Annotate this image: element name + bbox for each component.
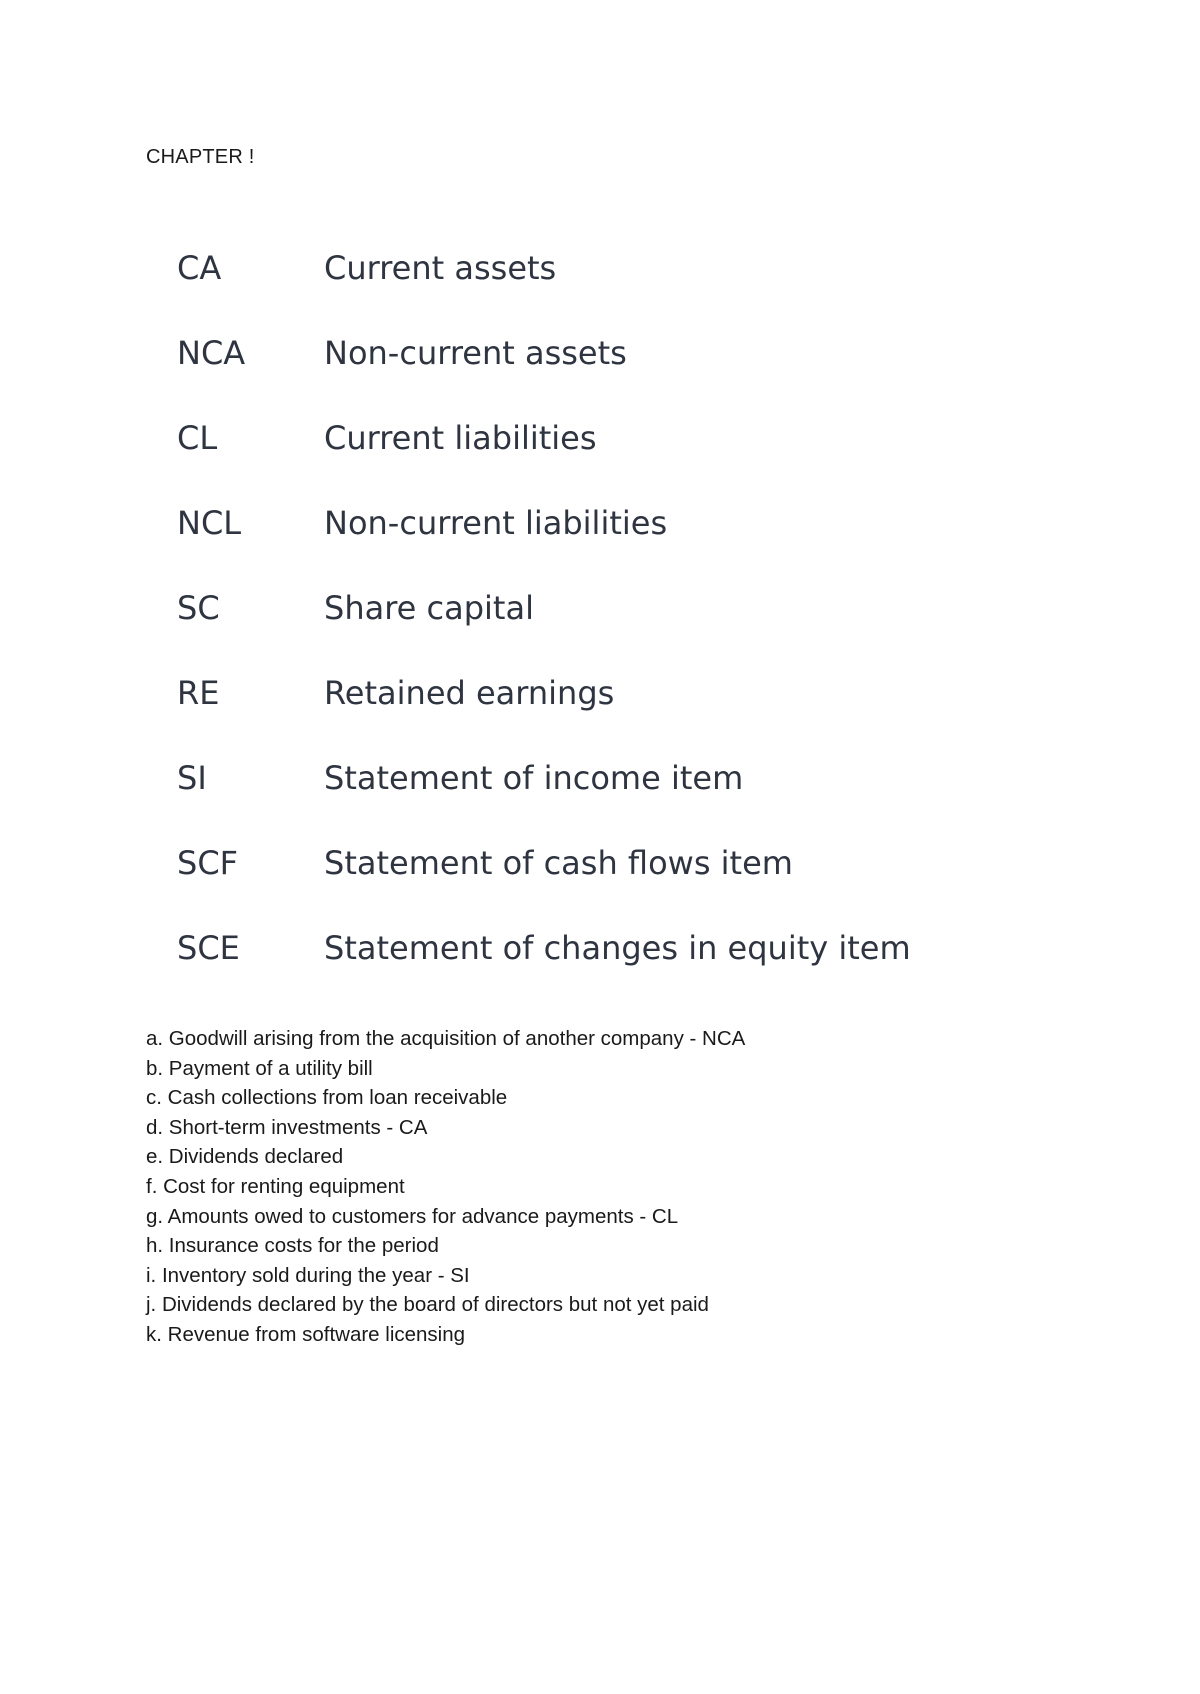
- abbreviation-meaning: Non-current liabilities: [324, 503, 668, 542]
- list-item: k. Revenue from software licensing: [146, 1322, 466, 1346]
- abbreviation-row: [177, 225, 977, 310]
- abbreviation-meaning: Statement of income item: [324, 758, 744, 797]
- abbreviation-meaning: Non-current assets: [324, 333, 627, 372]
- list-item: i. Inventory sold during the year - SI: [146, 1263, 470, 1287]
- list-item: a. Goodwill arising from the acquisition of another company - NCA: [146, 1027, 746, 1050]
- abbreviation-table: [177, 225, 977, 990]
- classification-items-list: [146, 1024, 1046, 1350]
- abbreviation-meaning: Statement of changes in equity item: [324, 928, 911, 967]
- abbreviation-code: NCA: [177, 333, 246, 372]
- abbreviation-row: [177, 650, 977, 735]
- abbreviation-meaning: Current liabilities: [324, 418, 597, 457]
- abbreviation-row: [177, 735, 977, 820]
- abbreviation-meaning: Statement of cash flows item: [324, 843, 793, 882]
- abbreviation-row: [177, 395, 977, 480]
- abbreviation-code: SC: [177, 588, 220, 627]
- abbreviation-code: RE: [177, 673, 220, 712]
- list-item: b. Payment of a utility bill: [146, 1056, 373, 1080]
- abbreviation-row: [177, 820, 977, 905]
- abbreviation-row: [177, 310, 977, 395]
- abbreviation-meaning: Share capital: [324, 588, 534, 627]
- abbreviation-meaning: Retained earnings: [324, 673, 615, 712]
- list-item: f. Cost for renting equipment: [146, 1174, 405, 1198]
- abbreviation-row: [177, 905, 977, 990]
- chapter-heading: CHAPTER !: [146, 146, 255, 168]
- list-item: j. Dividends declared by the board of directors but not yet paid: [146, 1293, 709, 1317]
- list-item: g. Amounts owed to customers for advance payments - CL: [146, 1204, 679, 1228]
- abbreviation-code: CA: [177, 248, 222, 287]
- abbreviation-code: SI: [177, 758, 207, 797]
- list-item: e. Dividends declared: [146, 1145, 344, 1169]
- abbreviation-code: SCE: [177, 928, 240, 967]
- list-item: h. Insurance costs for the period: [146, 1234, 439, 1258]
- abbreviation-code: NCL: [177, 503, 242, 542]
- abbreviation-code: CL: [177, 418, 218, 457]
- abbreviation-meaning: Current assets: [324, 248, 557, 287]
- abbreviation-row: [177, 565, 977, 650]
- list-item: c. Cash collections from loan receivable: [146, 1086, 508, 1110]
- abbreviation-row: [177, 480, 977, 565]
- list-item: d. Short-term investments - CA: [146, 1115, 428, 1139]
- abbreviation-code: SCF: [177, 843, 239, 882]
